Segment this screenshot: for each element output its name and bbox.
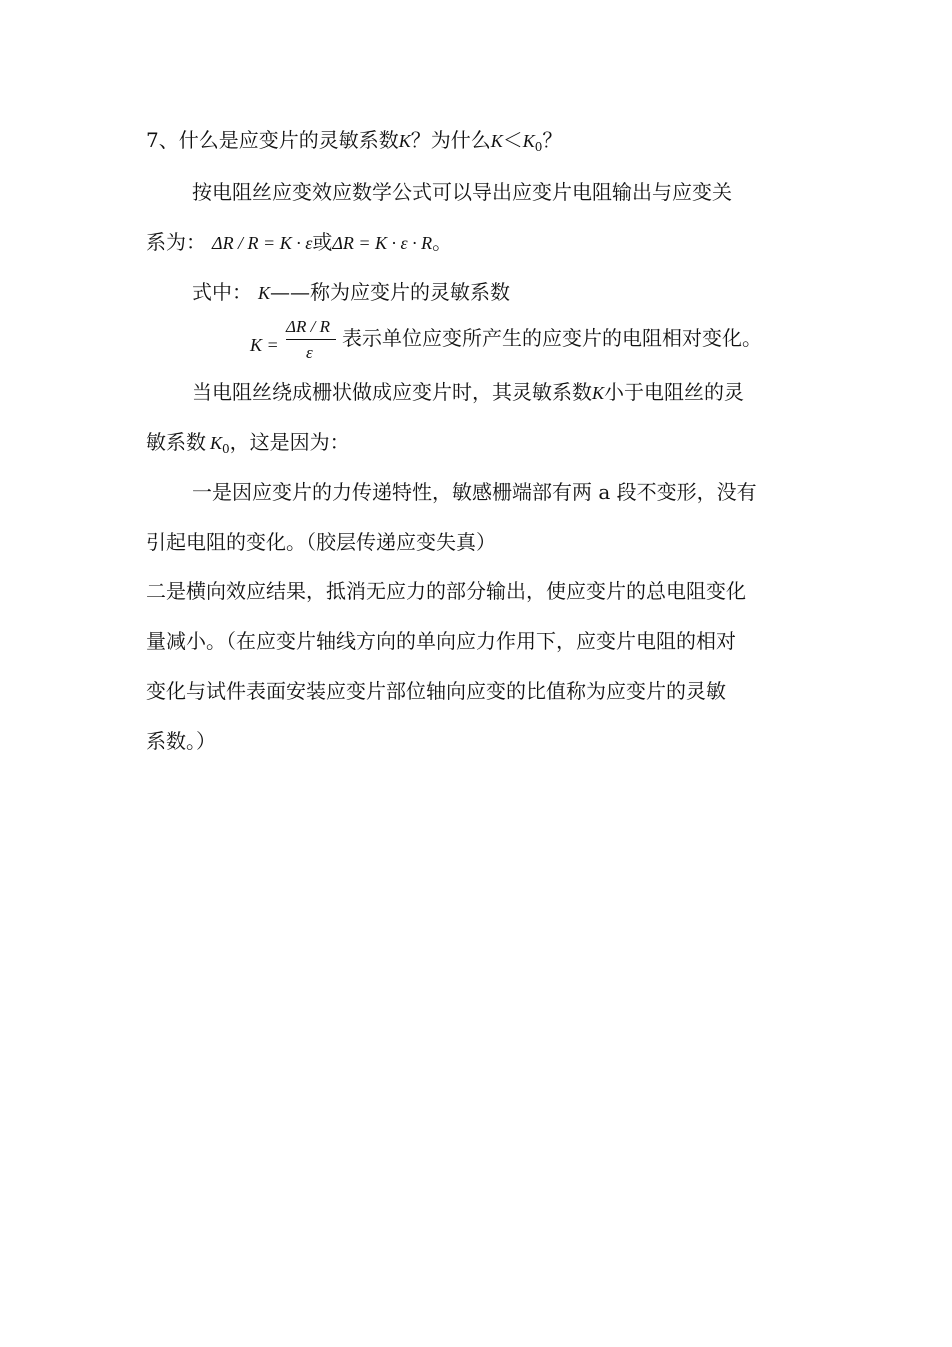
k-description: ——称为应变片的灵敏系数 [270,280,511,304]
or-word: 或 [312,230,333,254]
subscript-zero: 0 [534,140,543,154]
fraction [286,317,338,365]
question-heading [146,130,562,153]
subscript-zero: 0 [222,442,230,456]
paragraph-1-label: 系为： [146,230,206,254]
paragraph-4-line-2 [146,432,350,455]
paragraph-6-line-4: 系数。） [146,729,216,753]
paragraph-4-text-b: 小于电阻丝的灵 [604,380,745,404]
fraction-bar [286,339,336,340]
less-than-sign: ＜ [502,128,523,152]
symbol-k0: K [522,131,535,151]
paragraph-4-text-d: ，这是因为： [229,430,350,454]
k-equals: K = [250,335,279,355]
paragraph-6-line-1: 二是横向效应结果，抵消无应力的部分输出，使应变片的总电阻变化 [146,579,746,603]
symbol-k: K [258,283,271,303]
paragraph-6-line-2: 量减小。（在应变片轴线方向的单向应力作用下，应变片电阻的相对 [146,629,736,653]
symbol-k0: K [210,433,223,453]
formula-label: 式中： [192,280,252,304]
paragraph-1-line-1: 按电阻丝应变效应数学公式可以导出应变片电阻输出与应变关 [192,180,732,204]
symbol-k: K [592,383,605,403]
paragraph-4-line-1 [192,382,744,402]
period: 。 [432,230,453,254]
fraction-numerator: ΔR / R [286,317,330,336]
paragraph-2 [192,282,510,302]
formula-k-definition [250,334,279,354]
paragraph-5-line-2: 引起电阻的变化。（胶层传递应变失真） [146,530,496,554]
formula-resistance-change: ΔR = K · ε · R [332,233,433,253]
symbol-k: K [490,131,503,151]
formula-description: 表示单位应变所产生的应变片的电阻相对变化。 [342,326,762,350]
question-lead: 7、什么是应变片的灵敏系数 [146,128,399,152]
question-end: ？ [542,128,563,152]
paragraph-5-line-1: 一是因应变片的力传递特性，敏感栅端部有两 a 段不变形，没有 [192,480,757,504]
paragraph-6-line-3: 变化与试件表面安装应变片部位轴向应变的比值称为应变片的灵敏 [146,679,726,703]
paragraph-4-text-a: 当电阻丝绕成栅状做成应变片时，其灵敏系数 [192,380,592,404]
fraction-denominator: ε [306,343,313,362]
formula-relative-resistance: ΔR / R = K · ε [212,233,313,253]
question-mid: ？为什么 [410,128,491,152]
symbol-k: K [398,131,411,151]
paragraph-1-line-2 [146,232,452,252]
paragraph-4-text-c: 敏系数 [146,430,206,454]
